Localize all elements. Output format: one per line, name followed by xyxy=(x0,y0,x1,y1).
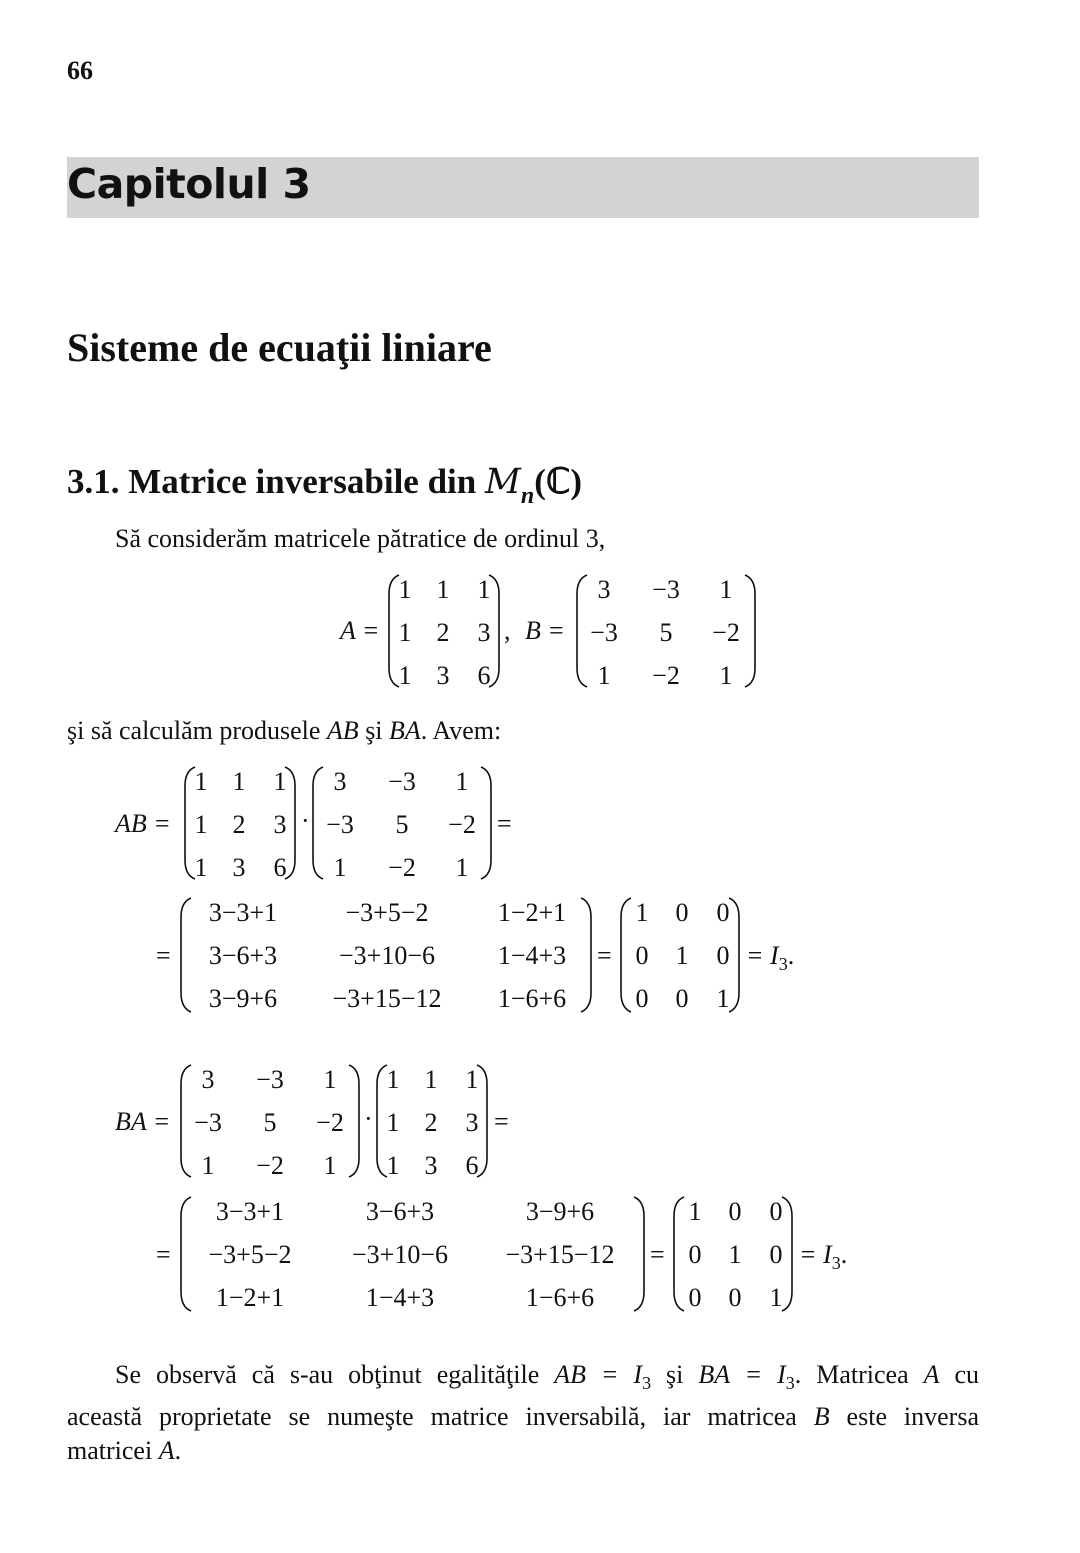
matrix-cell: 0 xyxy=(635,941,649,970)
matrix-cell: 0 xyxy=(769,1197,783,1226)
matrix-cell: 1−2+1 xyxy=(215,1283,285,1312)
matrix-cell: 0 xyxy=(688,1283,702,1312)
equals-sign: = xyxy=(156,941,171,970)
matrix-cell: −2 xyxy=(712,618,740,647)
matrix-cell: 2 xyxy=(232,810,246,839)
matrix-cell: 1 xyxy=(769,1283,783,1312)
matrix-cell: 3 xyxy=(424,1151,438,1180)
matrix-cell: −3+5−2 xyxy=(345,898,429,927)
label-BA: BA = xyxy=(115,1107,171,1136)
page-number: 66 xyxy=(67,56,93,85)
matrix-BA-expansion xyxy=(180,1195,645,1313)
intro-text: Să considerăm matricele pătratice de ordinul 3, xyxy=(115,524,606,553)
matrix-cell: 3 xyxy=(201,1065,215,1094)
matrix-cell: 1 xyxy=(455,767,469,796)
matrix-cell: 1 xyxy=(386,1151,400,1180)
matrix-cell: 3 xyxy=(273,810,287,839)
matrix-cell: −3 xyxy=(652,575,680,604)
right-parenthesis xyxy=(580,896,592,1014)
matrix-cell: 1 xyxy=(323,1151,337,1180)
equals-sign: = xyxy=(156,1240,171,1269)
matrix-cell: 1 xyxy=(477,575,491,604)
section-heading xyxy=(67,462,582,509)
chapter-heading: Sisteme de ecuaţii liniare xyxy=(67,325,492,370)
script-M-symbol: M xyxy=(485,462,521,502)
matrix-AB-expansion xyxy=(180,896,592,1014)
matrix-cell: 1 xyxy=(465,1065,479,1094)
matrix-cell: −2 xyxy=(652,661,680,690)
left-parenthesis xyxy=(180,1063,192,1179)
matrix-cell: 3 xyxy=(333,767,347,796)
products-sentence: şi să calculăm produsele AB şi BA. Avem: xyxy=(67,716,502,745)
matrix-cell: 1−6+6 xyxy=(525,1283,595,1312)
matrix-cell: 1−4+3 xyxy=(497,941,567,970)
matrix-cell: 2 xyxy=(436,618,450,647)
matrix-cell: 3 xyxy=(465,1108,479,1137)
left-parenthesis xyxy=(312,765,324,881)
matrix-cell: 3 xyxy=(436,661,450,690)
dot-operator: · xyxy=(364,1104,373,1133)
matrix-cell: −2 xyxy=(388,853,416,882)
equals-sign: = xyxy=(494,1107,509,1136)
matrix-cell: 3−9+6 xyxy=(208,984,278,1013)
matrix-B xyxy=(576,573,756,689)
matrix-cell: −2 xyxy=(448,810,476,839)
right-parenthesis xyxy=(781,1195,793,1313)
matrix-cell: 3 xyxy=(477,618,491,647)
identity-matrix xyxy=(620,896,740,1014)
matrix-cell: 1 xyxy=(386,1065,400,1094)
matrix-cell: 1−6+6 xyxy=(497,984,567,1013)
right-parenthesis xyxy=(348,1063,360,1179)
matrix-cell: 3−9+6 xyxy=(525,1197,595,1226)
matrix-cell: 6 xyxy=(273,853,287,882)
matrix-cell: 1 xyxy=(635,898,649,927)
label-B: B = xyxy=(525,616,565,645)
conclusion-paragraph: Se observă că s-au obţinut egalităţile AB = $I_3$ şi BA = $I_3$. Matricea A cu această proprietate se numeşte matrice inversabilă, iar matricea B este inversa matricei A. xyxy=(67,1360,979,1466)
dot-operator: · xyxy=(301,806,310,835)
matrix-cell: 6 xyxy=(465,1151,479,1180)
right-parenthesis xyxy=(480,765,492,881)
matrix-cell: 0 xyxy=(769,1240,783,1269)
matrix-cell: 5 xyxy=(659,618,673,647)
matrix-cell: 1 xyxy=(455,853,469,882)
right-parenthesis xyxy=(728,896,740,1014)
matrix-cell: 1 xyxy=(675,941,689,970)
matrix-cell: −3+10−6 xyxy=(352,1240,448,1269)
matrix-cell: 1 xyxy=(398,575,412,604)
left-parenthesis xyxy=(180,1195,192,1313)
matrix-cell: 0 xyxy=(716,941,730,970)
matrix-cell: 3−3+1 xyxy=(215,1197,285,1226)
matrix-cell: 1 xyxy=(194,853,208,882)
matrix-cell: 1 xyxy=(386,1108,400,1137)
matrix-cell: −3 xyxy=(388,767,416,796)
matrix-cell: 1−2+1 xyxy=(497,898,567,927)
matrix-A-in-AB xyxy=(184,765,296,881)
label-A: A = xyxy=(340,616,380,645)
matrix-cell: 0 xyxy=(675,898,689,927)
identity-result: = $I_3$. xyxy=(799,1240,848,1274)
subscript-n: n xyxy=(520,483,535,509)
matrix-cell: −3+15−12 xyxy=(505,1240,615,1269)
matrix-cell: 3 xyxy=(232,853,246,882)
matrix-cell: 3−3+1 xyxy=(208,898,278,927)
matrix-cell: 1 xyxy=(719,661,733,690)
matrix-cell: 5 xyxy=(395,810,409,839)
left-parenthesis xyxy=(673,1195,685,1313)
matrix-cell: 1 xyxy=(232,767,246,796)
matrix-cell: 1 xyxy=(398,661,412,690)
matrix-cell: 1 xyxy=(194,767,208,796)
equals-sign: = xyxy=(597,941,612,970)
matrix-cell: 1 xyxy=(398,618,412,647)
matrix-cell: 1 xyxy=(424,1065,438,1094)
identity-result: = $I_3$. xyxy=(746,941,795,975)
matrix-cell: 6 xyxy=(477,661,491,690)
matrix-cell: 3−6+3 xyxy=(208,941,278,970)
section-heading-text: 3.1. Matrice inversabile din xyxy=(67,462,486,501)
matrix-B-in-BA xyxy=(180,1063,360,1179)
matrix-cell: 5 xyxy=(263,1108,277,1137)
matrix-cell: 0 xyxy=(716,898,730,927)
right-parenthesis xyxy=(633,1195,645,1313)
matrix-cell: 1 xyxy=(333,853,347,882)
matrix-cell: 0 xyxy=(728,1197,742,1226)
complex-field-symbol: (ℂ) xyxy=(534,462,582,501)
matrix-cell: 1−4+3 xyxy=(365,1283,435,1312)
left-parenthesis xyxy=(180,896,192,1014)
matrix-cell: 3 xyxy=(597,575,611,604)
matrix-cell: 1 xyxy=(194,810,208,839)
matrix-cell: 1 xyxy=(597,661,611,690)
matrix-cell: −3 xyxy=(590,618,618,647)
matrix-B-in-AB xyxy=(312,765,492,881)
matrix-cell: −2 xyxy=(316,1108,344,1137)
matrix-cell: 1 xyxy=(323,1065,337,1094)
matrix-cell: −3+10−6 xyxy=(339,941,435,970)
matrix-cell: −3 xyxy=(326,810,354,839)
left-parenthesis xyxy=(620,896,632,1014)
matrix-cell: 1 xyxy=(716,984,730,1013)
matrix-cell: 0 xyxy=(675,984,689,1013)
identity-matrix xyxy=(673,1195,793,1313)
equals-sign: = xyxy=(650,1240,665,1269)
matrix-cell: 1 xyxy=(728,1240,742,1269)
left-parenthesis xyxy=(576,573,588,689)
matrix-cell: 1 xyxy=(273,767,287,796)
chapter-title: Capitolul 3 xyxy=(67,160,311,208)
comma: , xyxy=(504,616,511,645)
matrix-cell: 2 xyxy=(424,1108,438,1137)
right-parenthesis xyxy=(744,573,756,689)
matrix-cell: −3+15−12 xyxy=(332,984,442,1013)
matrix-cell: 1 xyxy=(201,1151,215,1180)
matrix-cell: 1 xyxy=(719,575,733,604)
matrix-cell: −3+5−2 xyxy=(208,1240,292,1269)
matrix-cell: 1 xyxy=(436,575,450,604)
matrix-A-in-BA xyxy=(376,1063,488,1179)
matrix-A xyxy=(388,573,500,689)
matrix-cell: 3−6+3 xyxy=(365,1197,435,1226)
matrix-cell: 0 xyxy=(688,1240,702,1269)
matrix-cell: 0 xyxy=(635,984,649,1013)
equals-sign: = xyxy=(497,809,512,838)
matrix-cell: −3 xyxy=(256,1065,284,1094)
matrix-cell: 0 xyxy=(728,1283,742,1312)
matrix-cell: −2 xyxy=(256,1151,284,1180)
matrix-cell: −3 xyxy=(194,1108,222,1137)
label-AB: AB = xyxy=(115,809,171,838)
matrix-cell: 1 xyxy=(688,1197,702,1226)
